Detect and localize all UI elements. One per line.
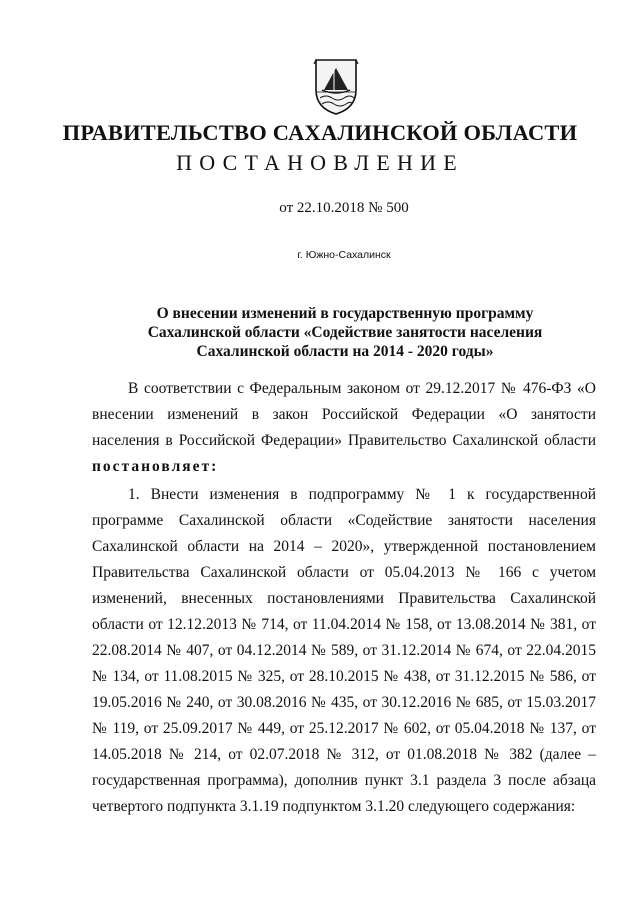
title-line: О внесении изменений в государственную программу — [156, 305, 534, 322]
coat-of-arms-icon — [312, 56, 360, 116]
organization-name: ПРАВИТЕЛЬСТВО САХАЛИНСКОЙ ОБЛАСТИ — [62, 120, 578, 145]
document-type: ПОСТАНОВЛЕНИЕ — [176, 150, 464, 175]
preamble-text: В соответствии с Федеральным законом от 29.12.2017 № 476-ФЗ «О внесении изменений в закон Российской Федерации «О занятости населения в Российской Федерации» Правительство Сахалинской области — [92, 380, 596, 449]
clause-paragraph: 1. Внести изменения в подпрограмму № 1 к государственной программе Сахалинской области «Содействие занятости населения Сахалинской области на 2014 – 2020», утвержденной постановлением Правительства Сахалинской области от 05.04.2013 № 166 с учетом изменений, внесенных постановлениями Правительства Сахалинской области от 12.12.2013 № 714, от 11.04.2014 № 158, от 13.08.2014 № 381, от 22.08.2014 № 407, от 04.12.2014 № 589, от 31.12.2014 № 674, от 22.04.2015 № 134, от 11.08.2015 № 325, от 28.10.2015 № 438, от 31.12.2015 № 586, от 19.05.2016 № 240, от 30.08.2016 № 435, от 30.12.2016 № 685, от 15.03.2017 № 119, от 25.09.2017 № 449, от 25.12.2017 № 602, от 05.04.2018 № 137, от 14.05.2018 № 214, от 02.07.2018 № 312, от 01.08.2018 № 382 (далее – государственная программа), дополнив пункт 3.1 раздела 3 после абзаца четвертого подпункта 3.1.19 подпунктом 3.1.20 следующего содержания: — [92, 486, 596, 815]
document-body — [92, 376, 596, 820]
resolution-keyword: постановляет: — [92, 458, 219, 475]
document-city: г. Южно-Сахалинск — [297, 249, 391, 261]
preamble-paragraph — [92, 376, 596, 480]
document-title — [130, 304, 560, 361]
document-date-number: от 22.10.2018 № 500 — [279, 200, 409, 216]
title-line: Сахалинской области «Содействие занятости населения — [147, 324, 543, 341]
title-line: Сахалинской области на 2014 - 2020 годы» — [196, 343, 494, 360]
